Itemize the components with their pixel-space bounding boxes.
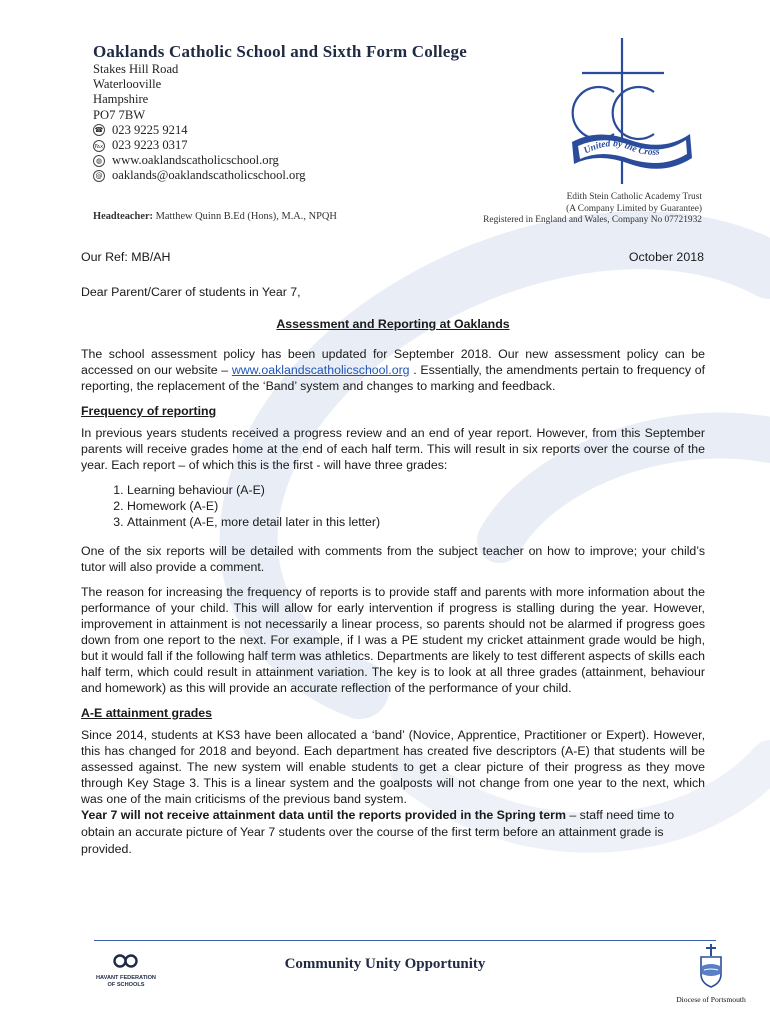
contact-website[interactable]: [93, 153, 306, 168]
footer-motto: Community Unity Opportunity: [284, 956, 486, 972]
diocese-crest-icon: [698, 944, 724, 988]
address-line: Waterlooville: [93, 77, 162, 92]
trust-line: Registered in England and Wales, Company No 07721932: [483, 215, 702, 225]
salutation: Dear Parent/Carer of students in Year 7,: [81, 285, 301, 299]
heading-attainment: A-E attainment grades: [81, 706, 213, 720]
letter-body: [81, 284, 705, 867]
paragraph-year7: [81, 807, 705, 858]
trust-line: (A Company Limited by Guarantee): [566, 203, 702, 214]
our-ref: Our Ref: MB/AH: [81, 250, 171, 264]
school-address: [93, 62, 306, 184]
website-link-inline[interactable]: www.oaklandscatholicschool.org: [231, 363, 410, 377]
heading-frequency: Frequency of reporting: [81, 404, 217, 418]
footer-divider: [94, 940, 716, 941]
diocese-logo: [676, 944, 746, 1004]
logo-motto: United by the Cross: [582, 139, 661, 158]
school-name: Oaklands Catholic School and Sixth Form College: [93, 42, 467, 61]
contact-phone: [93, 123, 306, 138]
address-line: PO7 7BW: [93, 107, 146, 122]
paragraph-intro: [81, 346, 705, 394]
year7-bold: Year 7 will not receive attainment data until the reports provided in the Spring term: [81, 808, 566, 822]
fax-icon: ℻: [94, 141, 104, 150]
letter-date: October 2018: [628, 250, 704, 264]
globe-icon: ◍: [93, 155, 105, 167]
address-line: Stakes Hill Road: [93, 62, 179, 76]
school-logo: [568, 36, 696, 186]
headteacher-label: Headteacher:: [93, 211, 154, 222]
paragraph-frequency: In previous years students received a progress review and an end of year report. However, from this September parents will receive grades home at the end of each half term. This will result in six reports over the course of the year. Each report – of which this is the first - will have three grades:: [81, 426, 705, 472]
havant-line: HAVANT FEDERATION: [96, 975, 156, 981]
intro-text-cont: . Essentially, the amendments pertain to frequency of reporting, the replacement of the ‘Band’ system and changes to marking and feedback.: [81, 363, 705, 393]
intro-text: The school assessment policy has been updated for September 2018. Our new assessment policy can be accessed on our website –: [81, 347, 705, 377]
email-link[interactable]: oaklands@oaklandscatholicschool.org: [112, 168, 306, 183]
website-link[interactable]: www.oaklandscatholicschool.org: [112, 153, 279, 168]
email-icon: @: [93, 170, 105, 182]
letter-title: Assessment and Reporting at Oaklands: [276, 317, 510, 331]
paragraph-reasons: The reason for increasing the frequency of reports is to provide staff and parents with more information about the performance of your child. This will allow for early intervention if progress is stalling during the year. However, improvement in attainment is not necessarily a linear process, so parents should not be alarmed if progress goes down from one report to the next. For example, if I was a PE student my cricket attainment grade would be high, but it would fall if the following half term was athletics. Departments are likely to test different aspects of skills each half term, which could result in attainment variation. The key is to look at all three grades (attainment, behaviour and homework) as this will provide an accurate reflection of the performance of your child.: [81, 585, 705, 695]
diocese-label: Diocese of Portsmouth: [676, 995, 746, 1004]
phone-icon: ☎: [94, 126, 104, 135]
havant-line: OF SCHOOLS: [107, 981, 145, 988]
year7-rest: – staff need time to obtain an accurate picture of Year 7 students over the course of the first term before an attainment grade is provided.: [81, 808, 675, 856]
havant-label: [88, 975, 164, 988]
list-item: 2. Homework (A-E): [127, 498, 705, 514]
phone-number: 023 9225 9214: [112, 122, 188, 137]
fax-number: 023 9223 0317: [112, 137, 188, 152]
trust-line: Edith Stein Catholic Academy Trust: [566, 192, 702, 202]
trust-info: [483, 192, 702, 227]
list-item: 1. Learning behaviour (A-E): [127, 482, 705, 498]
paragraph-comments: One of the six reports will be detailed with comments from the subject teacher on how to improve; your child’s tutor will also provide a comment.: [81, 544, 705, 574]
grades-list: [81, 482, 705, 530]
headteacher-line: [93, 211, 337, 222]
contact-fax: [93, 138, 306, 153]
list-item: 3. Attainment (A-E, more detail later in this letter): [127, 514, 705, 530]
headteacher-name: Matthew Quinn B.Ed (Hons), M.A., NPQH: [155, 211, 337, 222]
address-line: Hampshire: [93, 92, 149, 107]
contact-email[interactable]: [93, 168, 306, 183]
paragraph-bands: Since 2014, students at KS3 have been allocated a ‘band’ (Novice, Apprentice, Practitioner or Expert). However, this has changed for 2018 and beyond. Each department has created five descriptors (A-E) that students will be assessed against. The new system will enable students to get a clear picture of their progress as they move through Key Stage 3. This is a linear system and the goalposts will not change from one year to the next, which was one of the main criticisms of the previous band system.: [81, 728, 705, 806]
